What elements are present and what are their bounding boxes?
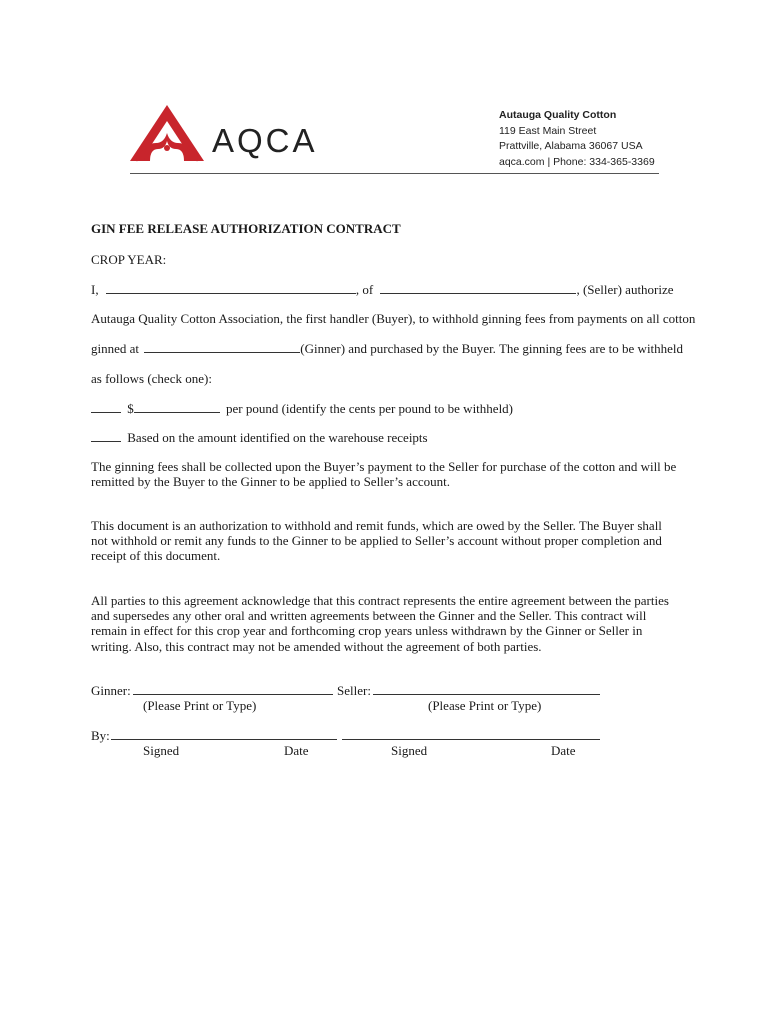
seller-print-hint: (Please Print or Type) [428, 698, 542, 713]
seller-date-label: Date [551, 743, 576, 758]
name-field[interactable] [106, 282, 356, 294]
aqca-logo [128, 103, 206, 163]
seller-name-field[interactable] [373, 680, 600, 695]
option1-checkbox[interactable] [91, 401, 121, 413]
location-field[interactable] [380, 282, 576, 294]
ginner-label: Ginner: [91, 683, 131, 698]
ginner-date-label: Date [284, 743, 309, 758]
company-street: 119 East Main Street [499, 124, 597, 137]
seller-signature-field[interactable] [342, 725, 600, 740]
ginner-field[interactable] [144, 341, 300, 353]
paragraph-collection: The ginning fees shall be collected upon the Buyer’s payment to the Seller for purchase of the cotton and will be remitted by the Buyer to the Ginner to be applied to Seller’s account. [91, 459, 677, 490]
company-city: Prattville, Alabama 36067 USA [499, 140, 643, 152]
of-label: , of [355, 282, 374, 297]
header-divider [130, 173, 659, 174]
company-address [499, 108, 655, 170]
option2-checkbox[interactable] [91, 430, 121, 442]
check-one-label: as follows (check one): [91, 371, 212, 386]
ginned-at-label: ginned at [91, 341, 140, 356]
ginned-at-line [91, 341, 683, 357]
dollar-sign: $ [127, 401, 134, 416]
cents-per-pound-field[interactable] [134, 401, 220, 413]
ginner-suffix-label: (Ginner) and purchased by the Buyer. The ginning fees are to be withheld [300, 341, 684, 356]
ginner-name-field[interactable] [133, 680, 333, 695]
paragraph-authorization: This document is an authorization to withhold and remit funds, which are owed by the Seller. The Buyer shall not withhold or remit any funds to the Ginner to be applied to Seller’s account without proper completion and receipt of this document. [91, 518, 662, 564]
paragraph-agreement: All parties to this agreement acknowledge that this contract represents the entire agreement between the parties and supersedes any other oral and written agreements between the Ginner and the Seller. This contract will remain in effect for this crop year and forthcoming crop years unless withdrawn by the Ginner or Seller in writing. Also, this contract may not be amended without the agreement of both parties. [91, 593, 669, 654]
ginner-signed-label: Signed [143, 743, 180, 758]
company-name: Autauga Quality Cotton [499, 109, 617, 121]
seller-authorize-label: , (Seller) authorize [576, 282, 674, 297]
crop-year-label: CROP YEAR: [91, 252, 167, 267]
seller-label: Seller: [337, 683, 371, 698]
i-label: I, [91, 282, 99, 297]
option2-label: Based on the amount identified on the warehouse receipts [127, 430, 428, 445]
by-label: By: [91, 728, 110, 743]
option-warehouse [91, 430, 428, 446]
option1-label: per pound (identify the cents per pound to be withheld) [226, 401, 514, 416]
option-per-pound [91, 401, 513, 417]
ginner-print-hint: (Please Print or Type) [143, 698, 257, 713]
seller-signed-label: Signed [391, 743, 428, 758]
document-title: GIN FEE RELEASE AUTHORIZATION CONTRACT [91, 221, 401, 236]
ginner-signature-field[interactable] [111, 725, 337, 740]
buyer-line: Autauga Quality Cotton Association, the first handler (Buyer), to withhold ginning fees from payments on all cotton [91, 311, 696, 326]
company-contact: aqca.com | Phone: 334-365-3369 [499, 155, 655, 168]
authorize-line [91, 282, 674, 298]
brand-wordmark: AQCA [212, 122, 318, 159]
